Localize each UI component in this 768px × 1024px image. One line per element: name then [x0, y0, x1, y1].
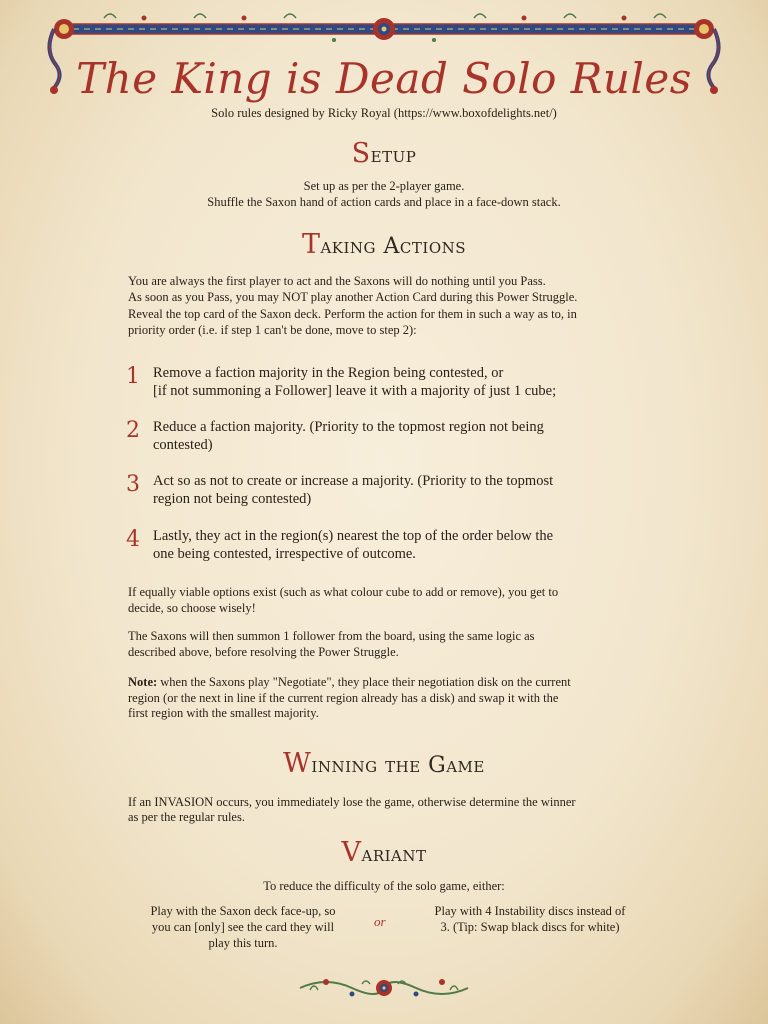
step-text-line: Remove a faction majority in the Region being contested, or — [153, 365, 504, 381]
winning-heading — [0, 748, 768, 779]
actions-intro-1: You are always the first player to act and the Saxons will do nothing until you Pass. — [128, 274, 546, 288]
note-text: when the Saxons play "Negotiate", they place their negotiation disk on the current — [157, 675, 571, 689]
step-text — [153, 364, 623, 400]
variant-heading-cap: V — [341, 837, 362, 868]
variant-left-line: you can [only] see the card they will — [151, 920, 335, 934]
note-line-3: first region with the smallest majority. — [128, 706, 319, 720]
step-number: 4 — [126, 527, 140, 552]
variant-left-line: play this turn. — [208, 936, 278, 950]
setup-heading-cap: S — [351, 138, 371, 169]
variant-option-right — [414, 903, 646, 935]
note-line-1 — [128, 675, 648, 691]
variant-option-left — [128, 903, 358, 951]
setup-heading — [0, 138, 768, 169]
summon-line-2: described above, before resolving the Power Struggle. — [128, 645, 399, 659]
step-text-line: Act so as not to create or increase a majority. (Priority to the topmost — [153, 473, 554, 489]
variant-left-line: Play with the Saxon deck face-up, so — [150, 904, 336, 918]
page-title: The King is Dead Solo Rules — [76, 54, 692, 103]
footer-vine-ornament — [296, 970, 472, 1004]
winning-line-1: If an INVASION occurs, you immediately lose the game, otherwise determine the winner — [128, 795, 576, 809]
setup-line-1: Set up as per the 2-player game. — [303, 179, 465, 193]
step-text-line: region not being contested) — [153, 491, 312, 507]
setup-heading-rest: etup — [370, 143, 417, 168]
step-text-line: one being contested, irrespective of outcome. — [153, 546, 416, 562]
variant-heading-rest: ariant — [361, 842, 427, 867]
step-text — [153, 527, 623, 563]
step-text — [153, 418, 623, 454]
actions-heading — [0, 229, 768, 260]
step-text-line: [if not summoning a Follower] leave it with a majority of just 1 cube; — [153, 383, 557, 399]
or-divider: or — [374, 914, 386, 929]
equal-options-line-1: If equally viable options exist (such as what colour cube to add or remove), you get to — [128, 585, 559, 599]
note-label: Note: — [128, 675, 158, 689]
step-text-line: Reduce a faction majority. (Priority to the topmost region not being — [153, 419, 544, 435]
note-line-2: region (or the next in line if the current region already has a disk) and swap it with the — [128, 691, 559, 705]
variant-heading — [0, 837, 768, 868]
variant-right-line: 3. (Tip: Swap black discs for white) — [440, 920, 620, 934]
equal-options-line-2: decide, so choose wisely! — [128, 601, 256, 615]
actions-intro-3: Reveal the top card of the Saxon deck. Perform the action for them in such a way as to, in — [128, 307, 577, 321]
actions-heading-cap: T — [301, 229, 321, 260]
variant-intro: To reduce the difficulty of the solo game, either: — [263, 879, 505, 893]
step-number: 3 — [126, 472, 140, 497]
setup-line-2: Shuffle the Saxon hand of action cards and place in a face-down stack. — [207, 195, 561, 209]
winning-line-2: as per the regular rules. — [128, 810, 245, 824]
actions-intro-2: As soon as you Pass, you may NOT play another Action Card during this Power Struggle. — [128, 290, 578, 304]
step-number: 1 — [126, 364, 140, 389]
winning-heading-cap: W — [283, 748, 312, 779]
step-text-line: contested) — [153, 437, 213, 453]
credit-line: Solo rules designed by Ricky Royal (https://www.boxofdelights.net/) — [211, 106, 557, 120]
actions-heading-rest: aking Actions — [320, 234, 467, 259]
variant-right-line: Play with 4 Instability discs instead of — [434, 904, 626, 918]
actions-intro-4: priority order (i.e. if step 1 can't be done, move to step 2): — [128, 323, 417, 337]
step-text — [153, 472, 623, 508]
summon-line-1: The Saxons will then summon 1 follower from the board, using the same logic as — [128, 629, 535, 643]
step-number: 2 — [126, 418, 140, 443]
winning-heading-rest: inning the Game — [311, 753, 485, 778]
step-text-line: Lastly, they act in the region(s) nearest the top of the order below the — [153, 528, 554, 544]
